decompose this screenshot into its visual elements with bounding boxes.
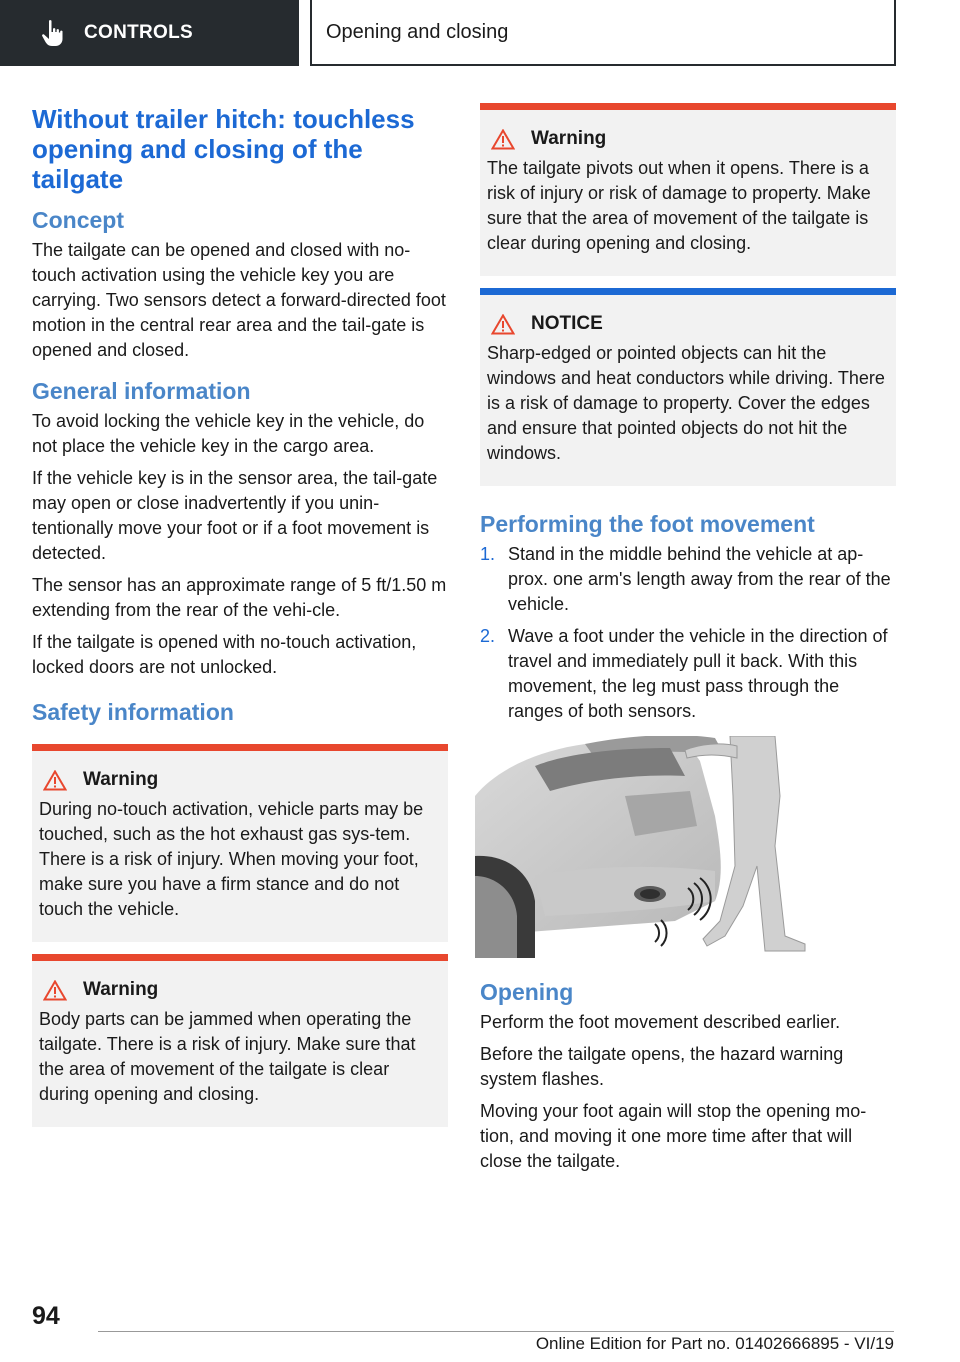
step-number: 1.	[480, 544, 496, 564]
general-info-heading: General information	[32, 378, 251, 404]
step-text: Stand in the middle behind the vehicle at ap-prox. one arm's length away from the rear of the vehicle.	[508, 544, 891, 614]
concept-text: The tailgate can be opened and closed with no-touch activation using the vehicle key you are carrying. Two sensors detect a forward-directed foot motion in the central rear area and the tail-gate is opened and closed.	[32, 240, 446, 360]
footer-divider	[98, 1331, 894, 1332]
page-number: 94	[32, 1302, 60, 1330]
page-header	[0, 0, 960, 66]
right-column	[480, 100, 896, 1181]
warning-triangle-icon	[43, 980, 67, 1001]
warning-text: During no-touch activation, vehicle parts may be touched, such as the hot exhaust gas sys-tem. There is a risk of injury. When moving your foot, make sure you have a firm stance and do not touch the vehicle.	[39, 799, 424, 919]
step-text: Wave a foot under the vehicle in the direction of travel and immediately pull it back. With this movement, the leg must pass through the ranges of both sensors.	[508, 626, 888, 721]
warning-box-header	[487, 128, 888, 150]
notice-text: Sharp-edged or pointed objects can hit the windows and heat conductors while driving. There is a risk of damage to property. Cover the edges and ensure that pointed objects do not hit the windows.	[487, 343, 885, 463]
chapter-label: CONTROLS	[84, 22, 194, 43]
warning-box-3	[480, 103, 896, 276]
opening-paragraph-3: Moving your foot again will stop the opening mo-tion, and moving it one more time after that will close the tailgate.	[480, 1101, 867, 1171]
car-rear-foot-sensor-illustration	[475, 736, 815, 958]
notice-triangle-icon	[491, 314, 515, 335]
foot-movement-heading: Performing the foot movement	[480, 511, 815, 537]
warning-title: Warning	[531, 128, 607, 149]
foot-movement-steps	[480, 542, 896, 724]
warning-text: Body parts can be jammed when operating the tailgate. There is a risk of injury. Make sure that the area of movement of the tailgate is clear during opening and closing.	[39, 1009, 416, 1104]
list-item	[480, 542, 896, 617]
safety-info-heading: Safety information	[32, 699, 234, 725]
general-info-paragraph-1: To avoid locking the vehicle key in the vehicle, do not place the vehicle key in the cargo area.	[32, 411, 425, 456]
foot-movement-illustration	[475, 736, 815, 958]
warning-box-1	[32, 744, 448, 942]
notice-title: NOTICE	[531, 313, 603, 334]
section-title: Opening and closing	[310, 0, 896, 66]
warning-box-2	[32, 954, 448, 1127]
warning-title: Warning	[83, 769, 159, 790]
general-info-paragraph-4: If the tailgate is opened with no-touch activation, locked doors are not unlocked.	[32, 632, 417, 677]
hand-pointer-icon	[40, 19, 66, 47]
notice-box	[480, 288, 896, 486]
opening-paragraph-1: Perform the foot movement described earlier.	[480, 1012, 841, 1032]
warning-box-header	[39, 979, 440, 1001]
page-title: Without trailer hitch: touchless opening and closing of the tailgate	[32, 104, 415, 194]
opening-paragraph-2: Before the tailgate opens, the hazard warning system flashes.	[480, 1044, 844, 1089]
concept-heading: Concept	[32, 207, 124, 233]
opening-heading: Opening	[480, 979, 574, 1005]
warning-title: Warning	[83, 979, 159, 1000]
warning-triangle-icon	[491, 129, 515, 150]
warning-triangle-icon	[43, 770, 67, 791]
footer-edition: Online Edition for Part no. 01402666895 - VI/19	[535, 1334, 894, 1353]
notice-box-header	[487, 313, 888, 335]
general-info-paragraph-3: The sensor has an approximate range of 5 ft/1.50 m extending from the rear of the vehi-cle.	[32, 575, 447, 620]
list-item	[480, 624, 896, 724]
step-number: 2.	[480, 626, 496, 646]
chapter-tab	[0, 0, 299, 66]
warning-text: The tailgate pivots out when it opens. There is a risk of injury or risk of damage to property. Make sure that the area of movement of the tailgate is clear during opening and closing.	[487, 158, 871, 253]
general-info-paragraph-2: If the vehicle key is in the sensor area, the tail-gate may open or close inadvertently if you unin-tentionally move your foot or if a foot movement is detected.	[32, 468, 438, 563]
warning-box-header	[39, 769, 440, 791]
left-column	[32, 100, 448, 1127]
